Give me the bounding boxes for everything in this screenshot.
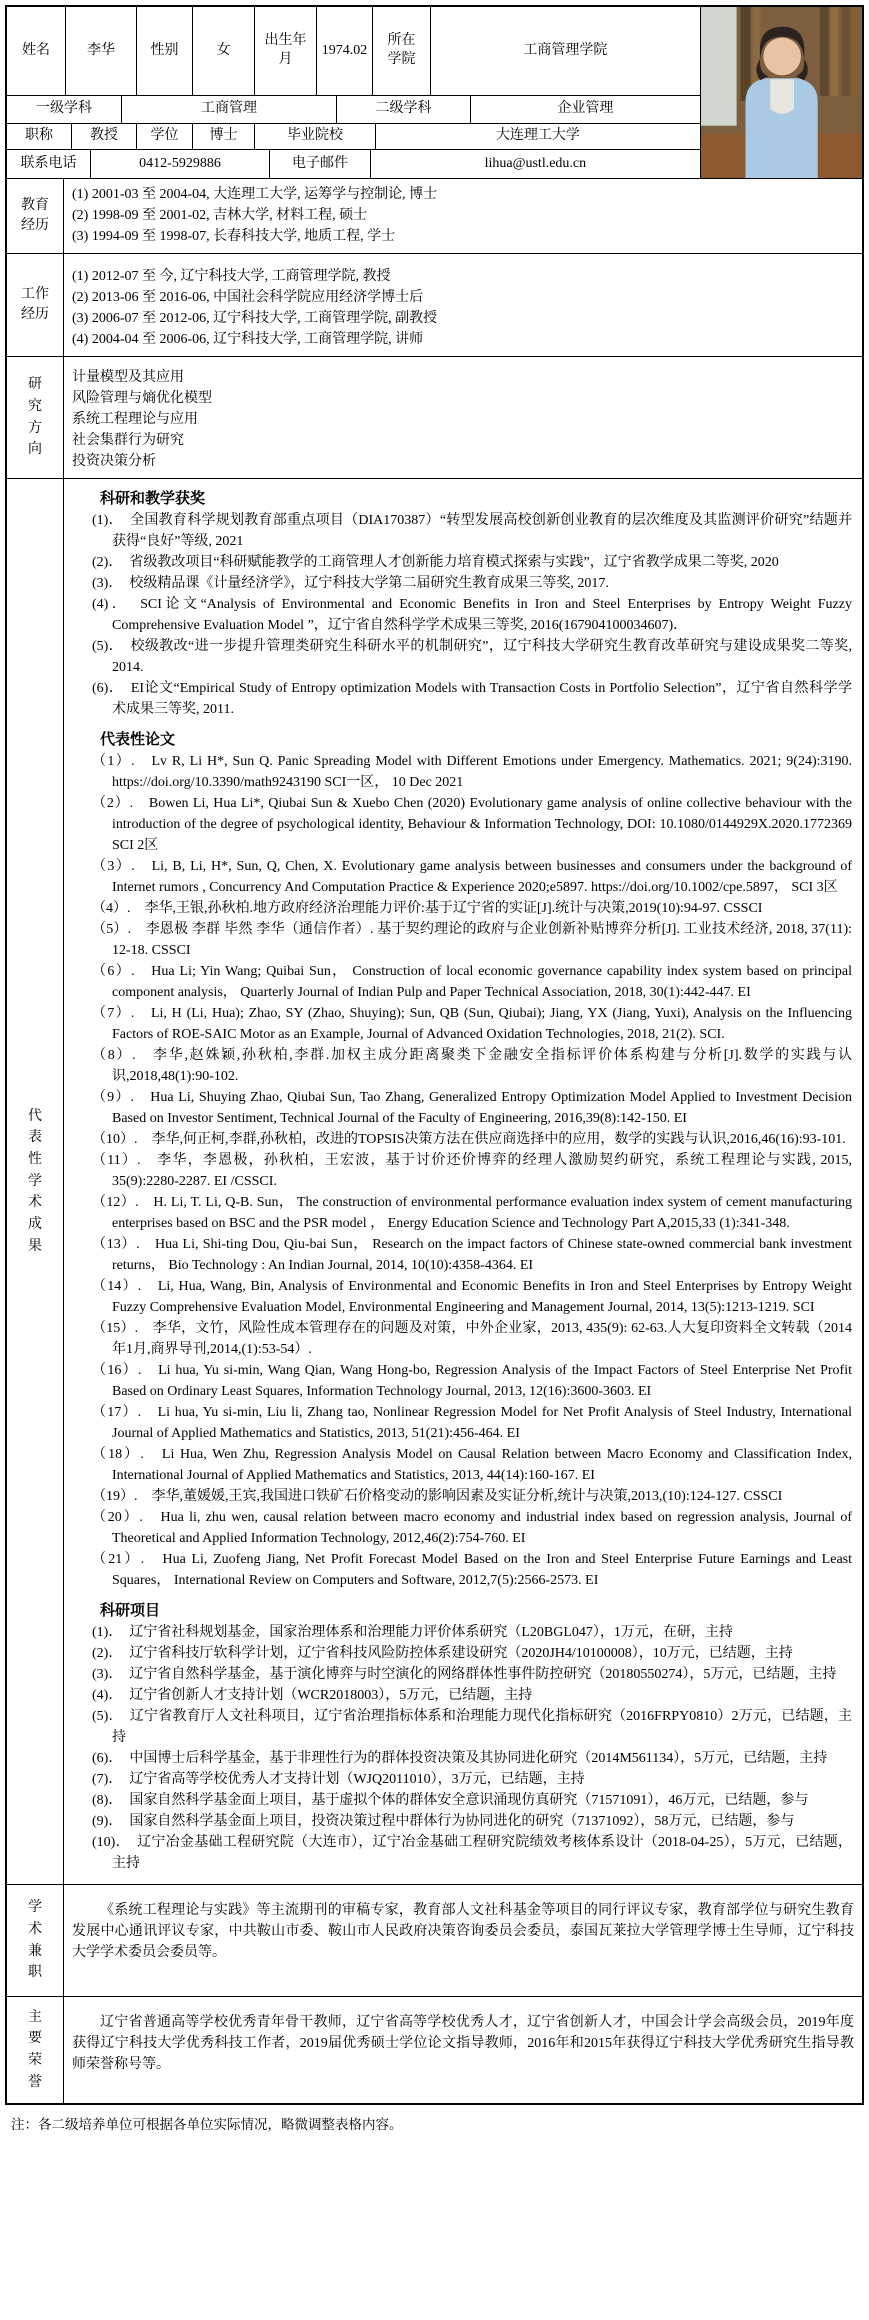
discipline1-label: 一级学科 [7,96,122,123]
college-value: 工商管理学院 [523,42,608,58]
work-list [64,254,862,356]
paper-item: （5）. 李恩极 李群 毕然 李华（通信作者）. 基于契约理论的政府与企业创新补贴博弈分析[J]. 工业技术经济, 2018, 37(11): 12-18. CSSCI [92,922,852,959]
name-value: 李华 [66,7,137,95]
project-item: (4)． 辽宁省创新人才支持计划（WCR2018003），5万元，已结题，主持 [92,1688,533,1704]
research-item: 社会集群行为研究 [72,433,184,449]
service-label: 学术兼职 [7,1885,64,1996]
award-item: (3)． 校级精品课《计量经济学》，辽宁科技大学第二届研究生教育成果三等奖, 2017. [92,576,609,592]
awards-title: 科研和教学获奖 [100,491,206,508]
work-row [7,254,862,357]
work-item: (4) 2004-04 至 2006-06, 辽宁科技大学, 工商管理学院, 讲师 [72,332,424,348]
cv-table [5,5,864,2105]
paper-item: （9）. Hua Li, Shuying Zhao, Qiubai Sun, Tao Zhang, Generalized Entropy Optimization Model Applied to Investment Decision Based on Investor Sentiment, Technical Journal of the Faculty of Engineering, 2016,39(8):142-150. EI [92,1090,852,1127]
paper-item: （21）. Hua Li, Zuofeng Jiang, Net Profit Forecast Model Based on the Iron and Steel Enterprise Future Earnings and Least Squares， International Review on Computers and Software, 2012,7(5):2566-2573. EI [92,1552,852,1589]
research-item: 系统工程理论与应用 [72,412,198,428]
title-value: 教授 [72,124,137,149]
education-item: (3) 1994-09 至 1998-07, 长春科技大学, 地质工程, 学士 [72,229,396,245]
profile-photo [700,7,862,178]
phone-value: 0412-5929886 [91,150,270,178]
paper-item: （2）. Bowen Li, Hua Li*, Qiubai Sun & Xuebo Chen (2020) Evolutionary game analysis of online collective behaviour with the introduction of the degree of psychological identity, Behaviour & Information Technology, DOI: 10.1080/0144929X.2020.1772369 SCI 2区 [92,796,852,854]
school-label: 毕业院校 [255,124,376,149]
project-item: (7)． 辽宁省高等学校优秀人才支持计划（WJQ2011010），3万元，已结题，主持 [92,1772,585,1788]
project-item: (2)． 辽宁省科技厅软科学计划，辽宁省科技风险防控体系建设研究（2020JH4/10100008），10万元，已结题，主持 [92,1646,793,1662]
research-label: 研究方向 [7,357,64,478]
paper-item: （20）. Hua li, zhu wen, causal relation between macro economy and industrial index based on regression analysis, Journal of Theoretical and Applied Information Technology, 2012,46(2):754-760. EI [92,1510,852,1547]
table-footnote: 注：各二级培养单位可根据各单位实际情况，略微调整表格内容。 [11,2117,403,2133]
research-row [7,357,862,479]
phone-label: 联系电话 [7,150,91,178]
project-item: (6)． 中国博士后科学基金，基于非理性行为的群体投资决策及其协同进化研究（2014M561134），5万元，已结题，主持 [92,1751,828,1767]
paper-item: （19）. 李华,董媛媛,王宾,我国进口铁矿石价格变动的影响因素及实证分析,统计与决策,2013,(10):124-127. CSSCI [92,1489,783,1505]
papers-list [74,751,852,1591]
research-list [64,357,862,478]
birth-value: 1974.02 [317,7,373,95]
projects-list [74,1622,852,1874]
degree-label: 学位 [137,124,193,149]
honors-text: 辽宁省普通高等学校优秀青年骨干教师，辽宁省高等学校优秀人才，辽宁省创新人才，中国会计学会高级会员，2019年度获得辽宁科技大学优秀科技工作者，2019届优秀硕士学位论文指导教师，2016年和2015年获得辽宁科技大学优秀研究生指导教师荣誉称号等。 [72,2015,854,2073]
project-item: (10)． 辽宁冶金基础工程研究院（大连市），辽宁冶金基础工程研究院绩效考核体系设计（2018-04-25），5万元，已结题，主持 [92,1835,852,1872]
paper-item: （13）. Hua Li, Shi-ting Dou, Qiu-bai Sun， Research on the impact factors of Chinese state-owned commercial bank investment returns， Bio Technology : An Indian Journal, 2014, 10(10):4358-4364. EI [92,1237,852,1274]
profile-photo-illustration [701,7,862,178]
gender-label: 性别 [137,7,193,95]
paper-item: （3）. Li, B, Li, H*, Sun, Q, Chen, X. Evolutionary game analysis between businesses and consumers under the background of Internet rumors , Concurrency And Computation Practice & Experience 2020;e5897. https://doi.org/10.1002/cpe.5897， SCI 3区 [92,859,852,896]
projects-title: 科研项目 [100,1603,161,1620]
service-row [7,1885,862,1997]
work-item: (3) 2006-07 至 2012-06, 辽宁科技大学, 工商管理学院, 副教授 [72,311,438,327]
project-item: (9)． 国家自然科学基金面上项目，投资决策过程中群体行为协同进化的研究（71371092），58万元，已结题，参与 [92,1814,795,1830]
award-item: (5)． 校级教改“进一步提升管理类研究生科研水平的机制研究”，辽宁科技大学研究生教育改革研究与建设成果奖二等奖, 2014. [92,639,852,676]
paper-item: （17）. Li hua, Yu si-min, Liu li, Zhang tao, Nonlinear Regression Model for Net Profit Analysis of Steel Industry, International Journal of Applied Mathematics and Statistics, 2013, 51(21):456-464. EI [92,1405,852,1442]
paper-item: （4）. 李华,王银,孙秋柏.地方政府经济治理能力评价:基于辽宁省的实证[J].统计与决策,2019(10):94-97. CSSCI [92,901,763,917]
identity-section [7,7,862,179]
paper-item: （8）. 李华,赵姝颖,孙秋柏,李群.加权主成分距离聚类下金融安全指标评价体系构建与分析[J].数学的实践与认识,2018,48(1):90-102. [92,1048,852,1085]
honors-content [64,1997,862,2103]
award-item: (1)． 全国教育科学规划教育部重点项目（DIA170387）“转型发展高校创新创业教育的层次维度及其监测评价研究”结题并获得“良好”等级, 2021 [92,513,852,550]
research-item: 风险管理与熵优化模型 [72,391,212,407]
award-item: (4)． SCI论文“Analysis of Environmental and Economic Benefits in Iron and Steel Enterprises by Entropy Weight Fuzzy Comprehensive Evaluation Model ”，辽宁省自然科学学术成果三等奖, 2016(167904100034607)． [92,597,852,634]
paper-item: （14）. Li, Hua, Wang, Bin, Analysis of Environmental and Economic Benefits in Iron and Steel Enterprises by Entropy Weight Fuzzy Comprehensive Evaluation Model, Environmental Engineering and Management Journal, 2014, 13(5):1213-1219. SCI [92,1279,852,1316]
paper-item: （12）. H. Li, T. Li, Q-B. Sun， The construction of environmental performance evaluation index system of cement manufacturing enterprises based on BSC and the PSR model ， Energy Education Science and Technology Part A,2015,33 (1):341-348. [92,1195,852,1232]
paper-item: （18）. Li Hua, Wen Zhu, Regression Analysis Model on Causal Relation between Macro Economy and Classification Index, International Journal of Applied Mathematics and Statistics, 2013, 44(14):160-167. EI [92,1447,852,1484]
service-text: 《系统工程理论与实践》等主流期刊的审稿专家，教育部人文社科基金等项目的同行评议专家，教育部学位与研究生教育发展中心通讯评议专家，中共鞍山市委、鞍山市人民政府决策咨询委员会委员，泰国瓦莱拉大学管理学博士生导师，辽宁科技大学学术委员会委员等。 [72,1903,854,1961]
awards-list [74,510,852,720]
honors-label: 主要荣誉 [7,1997,64,2103]
discipline2-label: 二级学科 [337,96,471,123]
title-label: 职称 [7,124,72,149]
service-content [64,1885,862,1996]
work-item: (1) 2012-07 至 今, 辽宁科技大学, 工商管理学院, 教授 [72,269,391,285]
name-label: 姓名 [7,7,66,95]
education-row [7,179,862,254]
college-label: 所在学院 [373,7,431,95]
email-value: lihua@ustl.edu.cn [484,155,587,171]
achievements-row [7,479,862,1885]
education-item: (1) 2001-03 至 2004-04, 大连理工大学, 运筹学与控制论, 博士 [72,187,438,203]
education-list [64,179,862,253]
award-item: (2)． 省级教改项目“科研赋能教学的工商管理人才创新能力培育模式探索与实践”，辽宁省教学成果二等奖, 2020 [92,555,779,571]
research-item: 计量模型及其应用 [72,370,184,386]
project-item: (8)． 国家自然科学基金面上项目，基于虚拟个体的群体安全意识涌现仿真研究（71571091），46万元，已结题，参与 [92,1793,809,1809]
research-item: 投资决策分析 [72,454,156,470]
papers-title: 代表性论文 [100,732,176,749]
gender-value: 女 [193,7,255,95]
paper-item: （7）. Li, H (Li, Hua); Zhao, SY (Zhao, Shuying); Sun, QB (Sun, Qiubai); Jiang, YX (Jiang, Yuxi), Analysis on the Influencing Factors of ROE-SAIC Motor as an Example, Journal of Advanced Oxidation Technologies, 2018, 21(2). SCI. [92,1006,852,1043]
project-item: (1)． 辽宁省社科规划基金，国家治理体系和治理能力评价体系研究（L20BGL047），1万元，在研，主持 [92,1625,733,1641]
achievements-content [64,479,862,1884]
discipline2-value: 企业管理 [557,101,614,117]
paper-item: （11）. 李华，李恩极，孙秋柏，王宏波，基于讨价还价博弈的经理人激励契约研究，系统工程理论与实践, 2015, 35(9):2280-2287. EI /CSSCI. [92,1153,852,1190]
degree-value: 博士 [193,124,255,149]
education-label: 教育经历 [7,179,64,253]
school-value: 大连理工大学 [495,128,580,144]
paper-item: （10）. 李华,何正柯,李群,孙秋柏，改进的TOPSIS决策方法在供应商选择中的应用，数学的实践与认识,2016,46(16):93-101. [92,1132,846,1148]
birth-label: 出生年月 [255,7,317,95]
education-item: (2) 1998-09 至 2001-02, 吉林大学, 材料工程, 硕士 [72,208,368,224]
work-item: (2) 2013-06 至 2016-06, 中国社会科学院应用经济学博士后 [72,290,424,306]
achievements-label: 代表性学术成果 [7,479,64,1884]
award-item: (6)． EI论文“Empirical Study of Entropy optimization Models with Transaction Costs in Portfolio Selection”，辽宁省自然科学学术成果三等奖, 2011. [92,681,852,718]
project-item: (5)． 辽宁省教育厅人文社科项目，辽宁省治理指标体系和治理能力现代化指标研究（2016FRPY0810）2万元，已结题，主持 [92,1709,852,1746]
project-item: (3)． 辽宁省自然科学基金，基于演化博弈与时空演化的网络群体性事件防控研究（20180550274），5万元，已结题，主持 [92,1667,837,1683]
paper-item: （15）. 李华，文竹，风险性成本管理存在的问题及对策，中外企业家，2013, 435(9): 62-63.人大复印资料全文转载（2014年1月,商界导刊,2014,(1):53-54）. [92,1321,852,1358]
email-label: 电子邮件 [270,150,371,178]
paper-item: （1）. Lv R, Li H*, Sun Q. Panic Spreading Model with Different Emotions under Emergency. Mathematics. 2021; 9(24):3190. https://doi.org/10.3390/math9243190 SCI一区， 10 Dec 2021 [92,754,852,791]
paper-item: （6）. Hua Li; Yin Wang; Quibai Sun， Construction of local economic governance capability index system based on principal component analysis， Quarterly Journal of Indian Pulp and Paper Technical Association, 2018, 30(1):442-447. EI [92,964,852,1001]
honors-row [7,1997,862,2103]
discipline1-value: 工商管理 [122,96,337,123]
paper-item: （16）. Li hua, Yu si-min, Wang Qian, Wang Hong-bo, Regression Analysis of the Impact Factors of Steel Enterprise Net Profit Based on Ordinary Least Squares, Information Technology Journal, 2013, 12(16):3600-3603. EI [92,1363,852,1400]
work-label: 工作经历 [7,254,64,356]
